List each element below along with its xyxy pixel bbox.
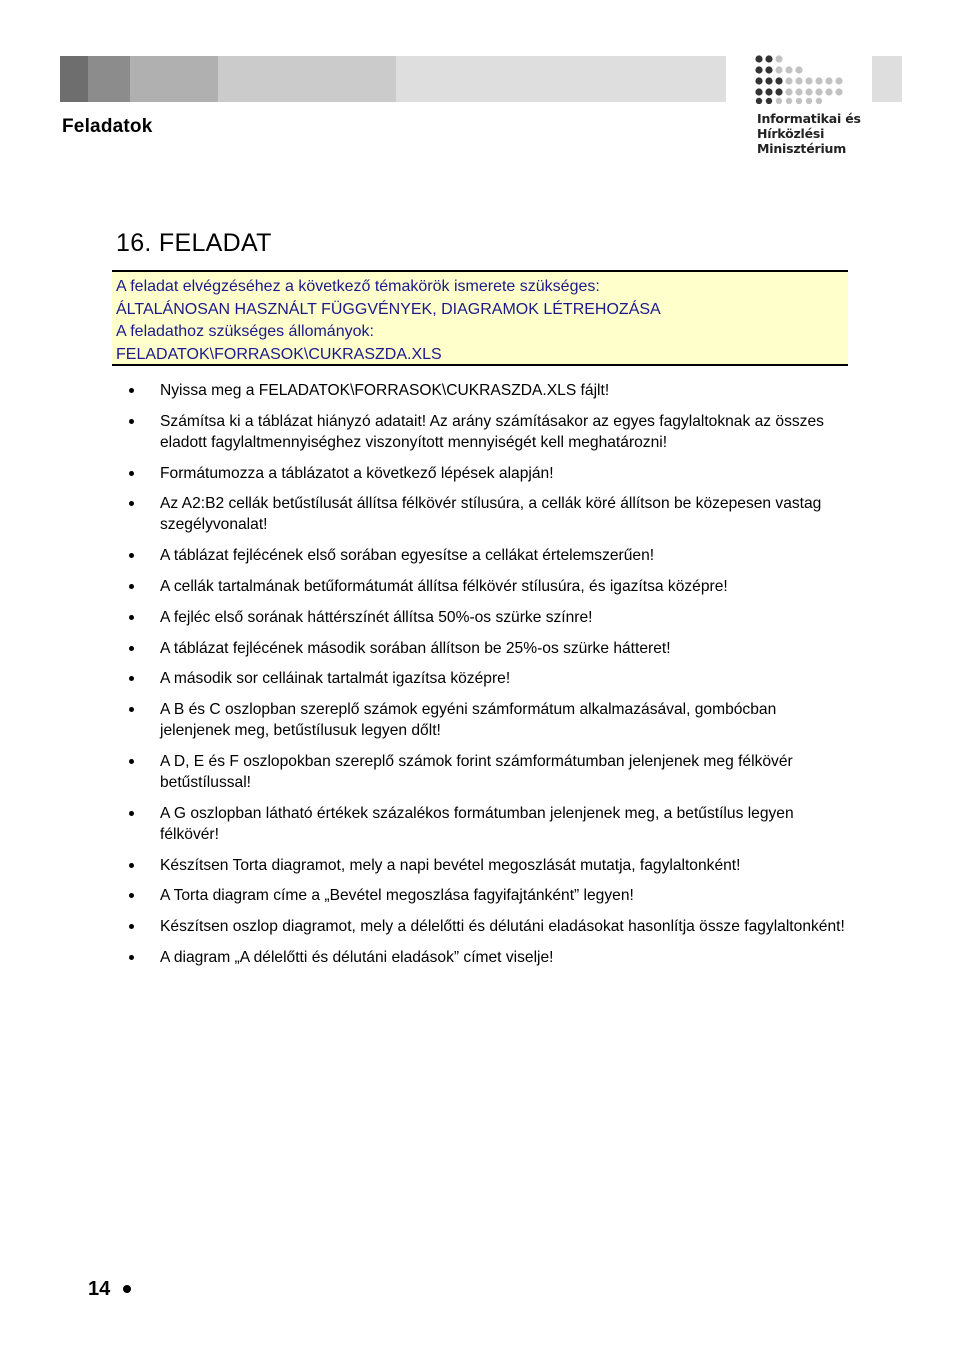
- files-value: FELADATOK\FORRASOK\CUKRASZDA.XLS: [116, 345, 442, 363]
- task-list: [160, 380, 850, 978]
- task-item: A G oszlopban látható értékek százalékos formátumban jelenjenek meg, a betűstílus legyen félkövér!: [160, 803, 850, 845]
- task-item: Készítsen oszlop diagramot, mely a délelőtti és délutáni eladásokat hasonlítja össze fagylaltonként!: [160, 916, 850, 937]
- task-item: A diagram „A délelőtti és délutáni eladások” címet viselje!: [160, 947, 850, 968]
- task-item: A B és C oszlopban szereplő számok egyéni számformátum alkalmazásával, gombócban jelenjenek meg, betűstílusuk legyen dőlt!: [160, 699, 850, 741]
- ministry-name-line: Informatikai és: [757, 111, 861, 126]
- files-label: A feladathoz szükséges állományok:: [116, 323, 374, 340]
- task-item: Formátumozza a táblázatot a következő lépések alapján!: [160, 463, 850, 484]
- section-title: Feladatok: [62, 116, 153, 137]
- bullet-icon: [123, 1285, 131, 1293]
- task-item: Készítsen Torta diagramot, mely a napi bevétel megoszlását mutatja, fagylaltonként!: [160, 855, 850, 876]
- task-item: A fejléc első sorának háttérszínét állítsa 50%-os szürke színre!: [160, 607, 850, 628]
- task-item: A táblázat fejlécének második sorában állítson be 25%-os szürke hátteret!: [160, 638, 850, 659]
- requirements-box: [112, 270, 848, 366]
- task-item: Az A2:B2 cellák betűstílusát állítsa félkövér stílusúra, a cellák köré állítson be közepesen vastag szegélyvonalat!: [160, 493, 850, 535]
- task-item: A Torta diagram címe a „Bevétel megoszlása fagyifajtánként” legyen!: [160, 885, 850, 906]
- ministry-name-line: Hírközlési: [757, 126, 825, 141]
- topics-value: ÁLTALÁNOSAN HASZNÁLT FÜGGVÉNYEK, DIAGRAMOK LÉTREHOZÁSA: [116, 300, 661, 318]
- task-item: Nyissa meg a FELADATOK\FORRASOK\CUKRASZDA.XLS fájlt!: [160, 380, 850, 401]
- task-item: A cellák tartalmának betűformátumát állítsa félkövér stílusúra, és igazítsa középre!: [160, 576, 850, 597]
- task-item: A második sor celláinak tartalmát igazítsa középre!: [160, 668, 850, 689]
- topics-label: A feladat elvégzéséhez a következő témakörök ismerete szükséges:: [116, 278, 600, 295]
- task-item: A táblázat fejlécének első sorában egyesítse a cellákat értelemszerűen!: [160, 545, 850, 566]
- ministry-name-line: Minisztérium: [757, 141, 847, 156]
- task-item: A D, E és F oszlopokban szereplő számok forint számformátumban jelenjenek meg félkövér betűstílussal!: [160, 751, 850, 793]
- task-title: 16. FELADAT: [116, 229, 272, 257]
- ministry-name: [757, 111, 861, 156]
- task-item: Számítsa ki a táblázat hiányzó adatait! Az arány számításakor az egyes fagylaltoknak az összes eladott fagylaltmennyiséghez viszonyított mennyiségét kell meghatározni!: [160, 411, 850, 453]
- page-number: 14: [88, 1278, 111, 1300]
- ministry-logo-icon: [754, 54, 864, 104]
